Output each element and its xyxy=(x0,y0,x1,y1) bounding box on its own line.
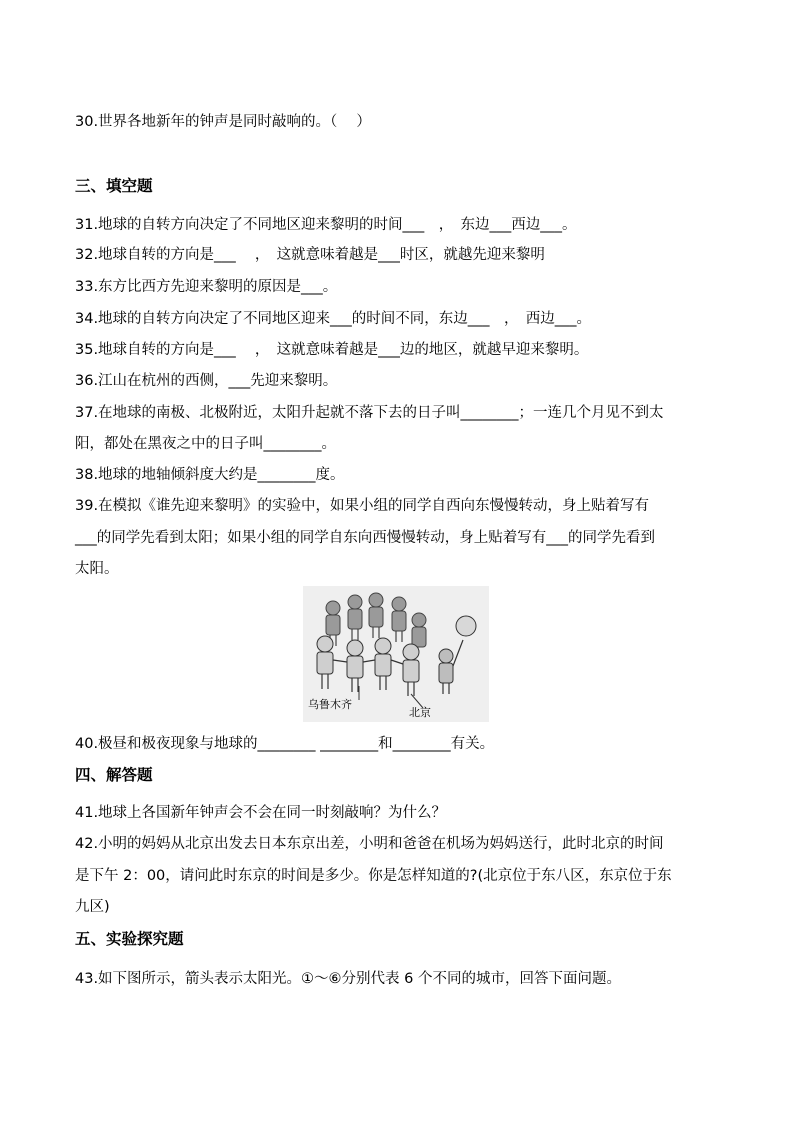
question-30: 30.世界各地新年的钟声是同时敲响的。（ ） xyxy=(75,114,371,130)
question-39-line3: 太阳。 xyxy=(75,561,119,577)
figure-label-urumqi: 乌鲁木齐 xyxy=(308,698,352,711)
question-37-line2: 阳，都处在黑夜之中的日子叫________。 xyxy=(75,436,336,452)
question-39-line2: ___的同学先看到太阳；如果小组的同学自东向西慢慢转动，身上贴着写有___的同学先看到 xyxy=(75,530,655,546)
question-42-line2: 是下午 2：00，请问此时东京的时间是多少。你是怎样知道的?(北京位于东八区，东京位于东 xyxy=(75,868,672,884)
section-heading-answer: 四、解答题 xyxy=(75,766,153,784)
question-42-line1: 42.小明的妈妈从北京出发去日本东京出差，小明和爸爸在机场为妈妈送行，此时北京的时间 xyxy=(75,836,664,852)
question-34: 34.地球的自转方向决定了不同地区迎来___的时间不同，东边___ ， 西边___。 xyxy=(75,311,592,327)
question-31: 31.地球的自转方向决定了不同地区迎来黎明的时间___ ， 东边___西边___。 xyxy=(75,217,577,233)
dawn-experiment-illustration xyxy=(303,586,489,722)
question-32: 32.地球自转的方向是___ ， 这就意味着越是___时区，就越先迎来黎明 xyxy=(75,247,545,263)
question-39-line1: 39.在模拟《谁先迎来黎明》的实验中，如果小组的同学自西向东慢慢转动，身上贴着写有 xyxy=(75,498,650,514)
figure-label-beijing: 北京 xyxy=(409,706,431,719)
question-33: 33.东方比西方先迎来黎明的原因是___。 xyxy=(75,279,338,295)
question-42-line3: 九区) xyxy=(75,899,110,915)
question-40: 40.极昼和极夜现象与地球的________ ________和________有关。 xyxy=(75,736,495,752)
question-37-line1: 37.在地球的南极、北极附近，太阳升起就不落下去的日子叫________；一连几个月见不到太 xyxy=(75,405,664,421)
question-36: 36.江山在杭州的西侧，___先迎来黎明。 xyxy=(75,373,338,389)
question-43: 43.如下图所示，箭头表示太阳光。①～⑥分别代表 6 个不同的城市，回答下面问题。 xyxy=(75,971,621,987)
section-heading-experiment: 五、实验探究题 xyxy=(75,930,184,948)
question-41: 41.地球上各国新年钟声会不会在同一时刻敲响？为什么？ xyxy=(75,805,447,821)
question-38: 38.地球的地轴倾斜度大约是________度。 xyxy=(75,467,345,483)
section-heading-fill-blank: 三、填空题 xyxy=(75,177,153,195)
question-35: 35.地球自转的方向是___ ， 这就意味着越是___边的地区，就越早迎来黎明。 xyxy=(75,342,589,358)
